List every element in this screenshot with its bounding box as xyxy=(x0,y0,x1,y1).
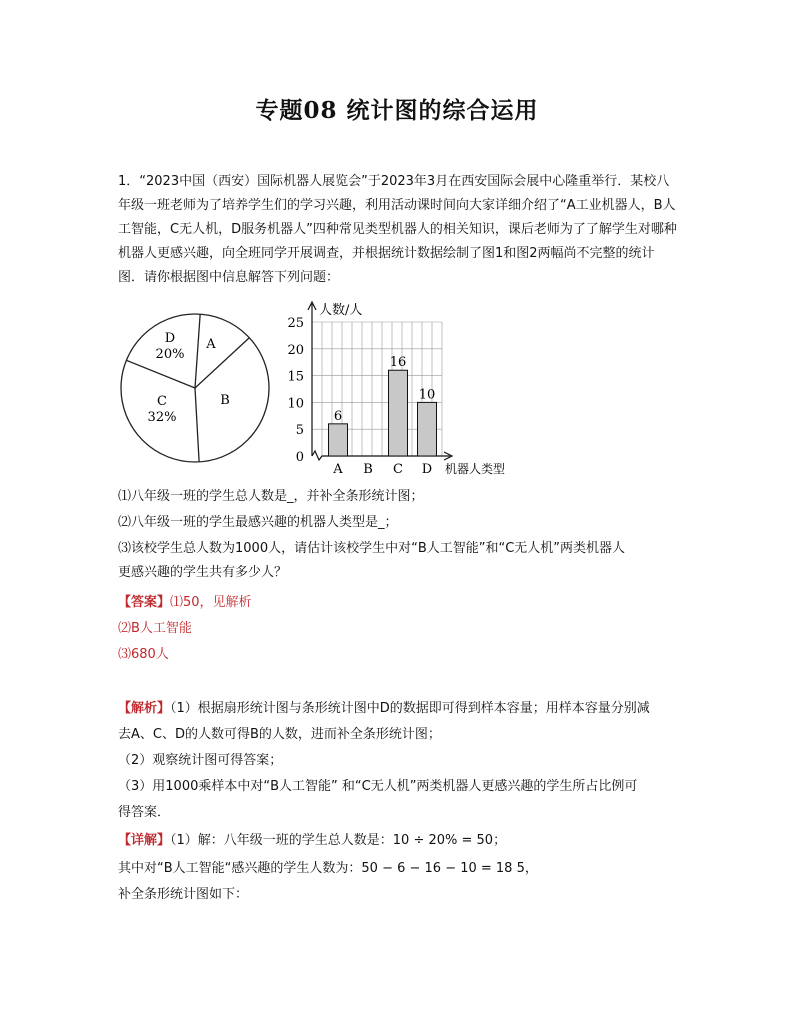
y-tick-label: 0 xyxy=(295,450,304,465)
analysis-p1-line1: （1）根据扇形统计图与条形统计图中D的数据即可得到样本容量；用样本容量分别减 xyxy=(170,701,650,716)
bar-a xyxy=(329,424,348,456)
subquestion-2: ⑵八年级一班的学生最感兴趣的机器人类型是_； xyxy=(118,515,398,530)
detail-label: 【详解】 xyxy=(118,833,171,848)
bar-value-label-a: 6 xyxy=(333,408,343,424)
x-category-label-c: C xyxy=(393,462,403,477)
analysis-p2: （2）观察统计图可得答案； xyxy=(118,753,283,768)
pie-label-c: C xyxy=(157,394,167,409)
analysis-p1-line2: 去A、C、D的人数可得B的人数，进而补全条形统计图； xyxy=(118,727,441,742)
x-category-labels xyxy=(332,462,432,477)
pie-label-d: D xyxy=(164,331,176,346)
y-tick-label: 5 xyxy=(295,423,304,439)
bar-d xyxy=(418,402,437,456)
answer-3: ⑶680人 xyxy=(118,647,169,662)
pie-label-a: A xyxy=(206,337,216,352)
analysis-p3-line2: 得答案． xyxy=(118,805,171,820)
bar-value-label-d: 10 xyxy=(418,387,436,403)
bar-chart xyxy=(282,298,522,480)
pie-slices xyxy=(121,314,269,462)
analysis-line-1 xyxy=(118,697,650,721)
analysis-label: 【解析】 xyxy=(118,701,171,716)
analysis-p3-line1: （3）用1000乘样本中对“B人工智能” 和“C无人机”两类机器人更感兴趣的学生所占比例可 xyxy=(118,779,638,794)
y-axis-label: 人数/人 xyxy=(319,303,363,318)
subquestion-1: ⑴八年级一班的学生总人数是_，并补全条形统计图； xyxy=(118,489,424,504)
detail-line-1 xyxy=(118,829,506,853)
question-body: “2023中国（西安）国际机器人展览会”于2023年3月在西安国际会展中心隆重举行．某校八年级一班老师为了培养学生们的学习兴趣，利用活动课时间向大家详细介绍了“A工业机器人，B人工智能，C无人机，D服务机器人”四种常见类型机器人的相关知识，课后老师为了了解学生对哪种机器人更感兴趣，向全班同学开展调查，并根据统计数据绘制了图1和图2两幅尚不完整的统计图．请你根据图中信息解答下列问题： xyxy=(118,174,677,285)
page-title: 专题08 统计图的综合运用 xyxy=(255,97,539,124)
bar-value-label-c: 16 xyxy=(389,355,407,371)
subquestion-3-line2: 更感兴趣的学生共有多少人？ xyxy=(118,565,288,580)
y-tick-labels xyxy=(287,316,304,465)
answer-line-1 xyxy=(118,591,252,615)
detail-3: 补全条形统计图如下： xyxy=(118,887,249,902)
pie-chart xyxy=(115,308,275,468)
detail-1: （1）解：八年级一班的学生总人数是：10 ÷ 20% = 50； xyxy=(170,833,507,848)
answer-1: ⑴50，见解析 xyxy=(170,595,252,610)
pie-percent-d: 20% xyxy=(155,347,185,362)
question-number: 1． xyxy=(118,174,140,189)
bar-c xyxy=(389,370,408,456)
y-tick-label: 20 xyxy=(287,342,304,358)
y-tick-label: 15 xyxy=(287,369,304,385)
pie-label-b: B xyxy=(220,393,230,408)
x-category-label-d: D xyxy=(421,462,433,477)
x-category-label-a: A xyxy=(333,462,343,477)
answer-label: 【答案】 xyxy=(118,595,171,610)
question-text xyxy=(118,170,678,290)
bar-marks xyxy=(329,355,437,456)
y-tick-label: 25 xyxy=(287,316,304,331)
x-axis-label: 机器人类型 xyxy=(445,462,506,476)
pie-percent-c: 32% xyxy=(147,410,177,425)
x-category-label-b: B xyxy=(363,462,373,477)
y-tick-label: 10 xyxy=(287,396,304,412)
subquestion-3-line1: ⑶该校学生总人数为1000人，请估计该校学生中对“B人工智能”和“C无人机”两类机器人 xyxy=(118,541,626,556)
detail-2: 其中对“B人工智能“感兴趣的学生人数为：50 − 6 − 16 − 10 = 18 5， xyxy=(118,861,538,876)
answer-2: ⑵B人工智能 xyxy=(118,621,192,636)
